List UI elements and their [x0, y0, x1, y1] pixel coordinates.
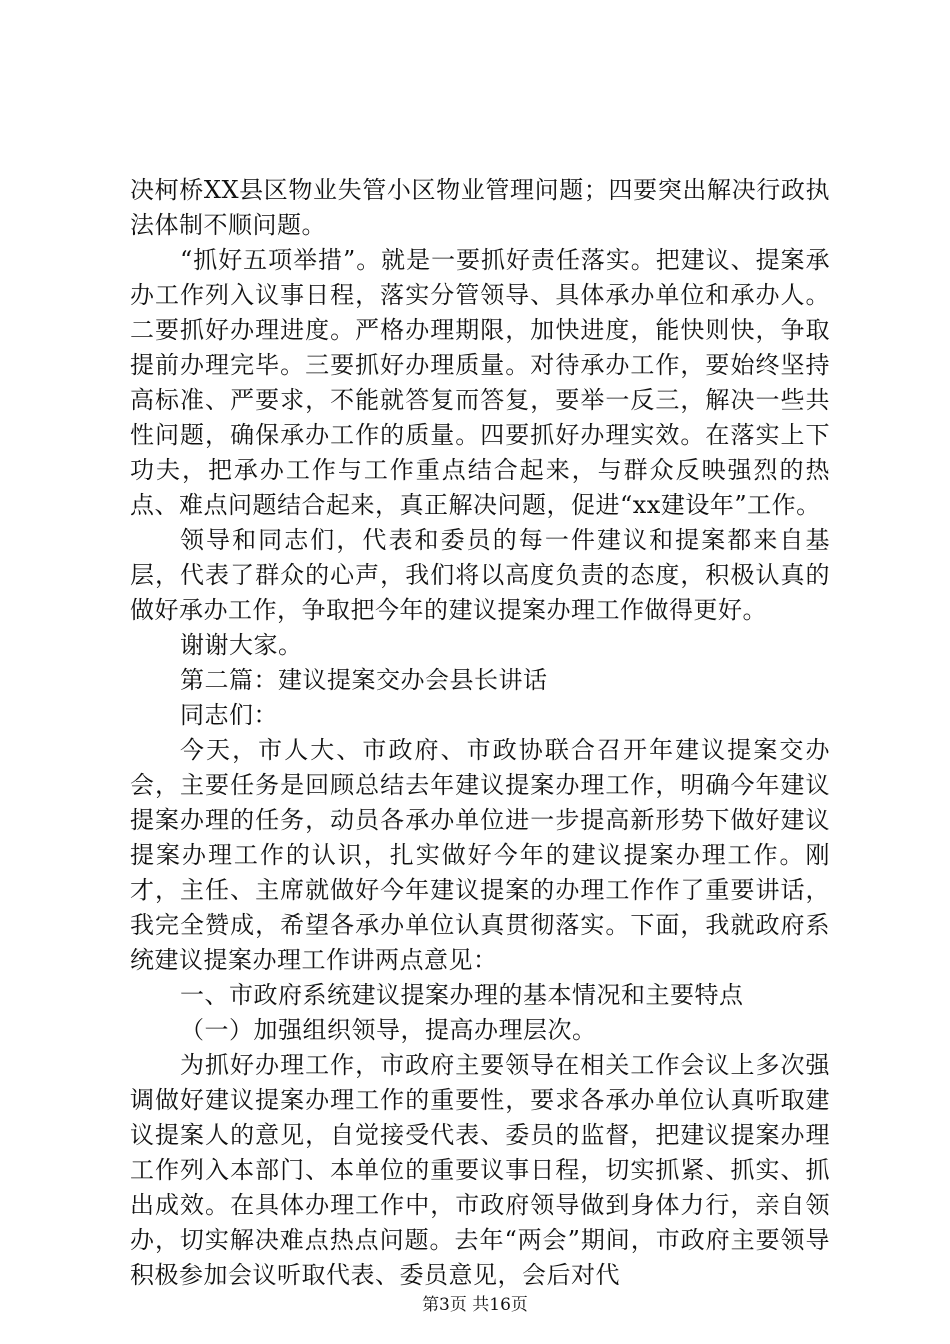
salutation: 同志们：: [180, 701, 278, 729]
heading-level-2: （一）加强组织领导，提高办理层次。: [180, 1016, 597, 1044]
paragraph: “抓好五项举措”。就是一要抓好责任落实。把建议、提案承办工作列入议事日程，落实分管领导、具体承办单位和承办人。二要抓好办理进度。严格办理期限，加快进度，能快则快，争取提前办理完毕。三要抓好办理质量。对待承办工作，要始终坚持高标准、严要求，不能就答复而答复，要举一反三，解决一些共性问题，确保承办工作的质量。四要抓好办理实效。在落实上下功夫，把承办工作与工作重点结合起来，与群众反映强烈的热点、难点问题结合起来，真正解决问题，促进“xx建设年”工作。: [130, 246, 830, 519]
page-footer: 第3页 共16页: [422, 1295, 528, 1315]
heading-level-1: 一、市政府系统建议提案办理的基本情况和主要特点: [180, 981, 744, 1009]
paragraph: 决柯桥XX县区物业失管小区物业管理问题；四要突出解决行政执法体制不顺问题。: [130, 176, 830, 239]
paragraph: 谢谢大家。: [180, 631, 303, 659]
paragraph: 今天，市人大、市政府、市政协联合召开年建议提案交办会，主要任务是回顾总结去年建议提案办理工作，明确今年建议提案办理的任务，动员各承办单位进一步提高新形势下做好建议提案办理工作的认识，扎实做好今年的建议提案办理工作。刚才，主任、主席就做好今年建议提案的办理工作作了重要讲话，我完全赞成，希望各承办单位认真贯彻落实。下面，我就政府系统建议提案办理工作讲两点意见：: [130, 736, 830, 974]
paragraph: 领导和同志们，代表和委员的每一件建议和提案都来自基层，代表了群众的心声，我们将以高度负责的态度，积极认真的做好承办工作，争取把今年的建议提案办理工作做得更好。: [130, 526, 830, 624]
body-text: [130, 173, 830, 1293]
paragraph: 为抓好办理工作，市政府主要领导在相关工作会议上多次强调做好建议提案办理工作的重要性，要求各承办单位认真听取建议提案人的意见，自觉接受代表、委员的监督，把建议提案办理工作列入本部门、本单位的重要议事日程，切实抓紧、抓实、抓出成效。在具体办理工作中，市政府领导做到身体力行，亲自领办，切实解决难点热点问题。去年“两会”期间，市政府主要领导积极参加会议听取代表、委员意见，会后对代: [130, 1051, 830, 1289]
section-title: 第二篇：建议提案交办会县长讲话: [180, 666, 548, 694]
